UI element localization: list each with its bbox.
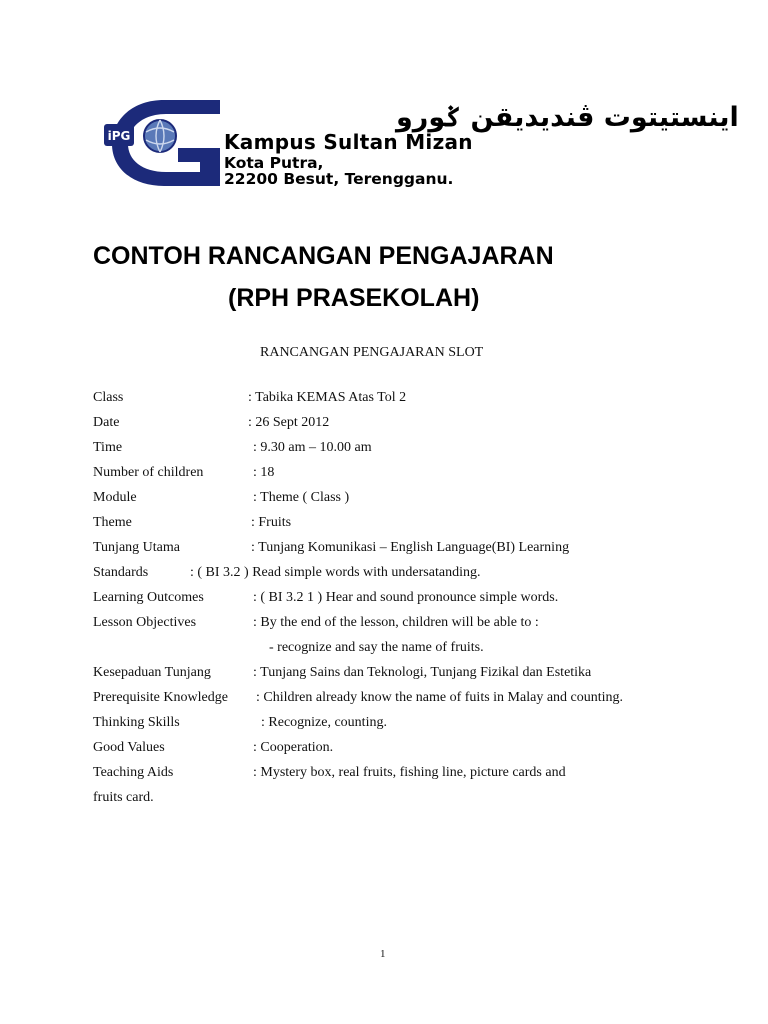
institute-header xyxy=(104,96,739,188)
detail-label: Teaching Aids xyxy=(93,765,174,780)
ipg-logo xyxy=(104,96,224,188)
logo-text: iPG xyxy=(107,129,131,143)
detail-value: : Children already know the name of fuits in Malay and counting. xyxy=(256,690,624,705)
address-line-2: 22200 Besut, Terengganu. xyxy=(224,170,454,188)
slot-heading: RANCANGAN PENGAJARAN SLOT xyxy=(260,345,484,360)
detail-label: fruits card. xyxy=(93,790,154,805)
detail-value: : Cooperation. xyxy=(253,740,334,755)
detail-label: Date xyxy=(93,415,120,430)
detail-value: : Recognize, counting. xyxy=(261,715,387,730)
detail-value: : Fruits xyxy=(251,515,292,530)
detail-label: Lesson Objectives xyxy=(93,615,197,630)
detail-value: : Tunjang Sains dan Teknologi, Tunjang Fizikal dan Estetika xyxy=(253,665,592,680)
detail-label: Number of children xyxy=(93,465,204,480)
detail-label: Thinking Skills xyxy=(93,715,180,730)
detail-value: : ( BI 3.2 ) Read simple words with undersatanding. xyxy=(190,565,481,580)
campus-name: Kampus Sultan Mizan xyxy=(224,130,473,154)
detail-value: - recognize and say the name of fruits. xyxy=(269,640,484,655)
page-number: 1 xyxy=(380,948,386,960)
detail-value: : 18 xyxy=(253,465,275,480)
detail-label: Kesepaduan Tunjang xyxy=(93,665,211,680)
detail-value: : Tabika KEMAS Atas Tol 2 xyxy=(248,390,407,405)
detail-value: : By the end of the lesson, children will be able to : xyxy=(253,615,539,630)
jawi-institute-name: اينستيتوت ڤنديديقن ݢورو xyxy=(396,102,739,133)
detail-label: Standards xyxy=(93,565,149,580)
detail-value: : Theme ( Class ) xyxy=(253,490,350,505)
detail-label: Prerequisite Knowledge xyxy=(93,690,228,705)
detail-value: : 9.30 am – 10.00 am xyxy=(253,440,372,455)
detail-label: Learning Outcomes xyxy=(93,590,204,605)
detail-value: : Tunjang Komunikasi – English Language(BI) Learning xyxy=(251,540,570,555)
detail-label: Time xyxy=(93,440,123,455)
detail-label: Class xyxy=(93,390,124,405)
document-subtitle: (RPH PRASEKOLAH) xyxy=(228,284,480,312)
address-line-1: Kota Putra, xyxy=(224,154,324,172)
detail-value: : ( BI 3.2 1 ) Hear and sound pronounce simple words. xyxy=(253,590,559,605)
detail-label: Good Values xyxy=(93,740,165,755)
detail-value: : Mystery box, real fruits, fishing line, picture cards and xyxy=(253,765,566,780)
detail-label: Module xyxy=(93,490,137,505)
detail-label: Theme xyxy=(93,515,132,530)
detail-label: Tunjang Utama xyxy=(93,540,180,555)
detail-value: : 26 Sept 2012 xyxy=(248,415,330,430)
document-title: CONTOH RANCANGAN PENGAJARAN xyxy=(93,242,554,270)
